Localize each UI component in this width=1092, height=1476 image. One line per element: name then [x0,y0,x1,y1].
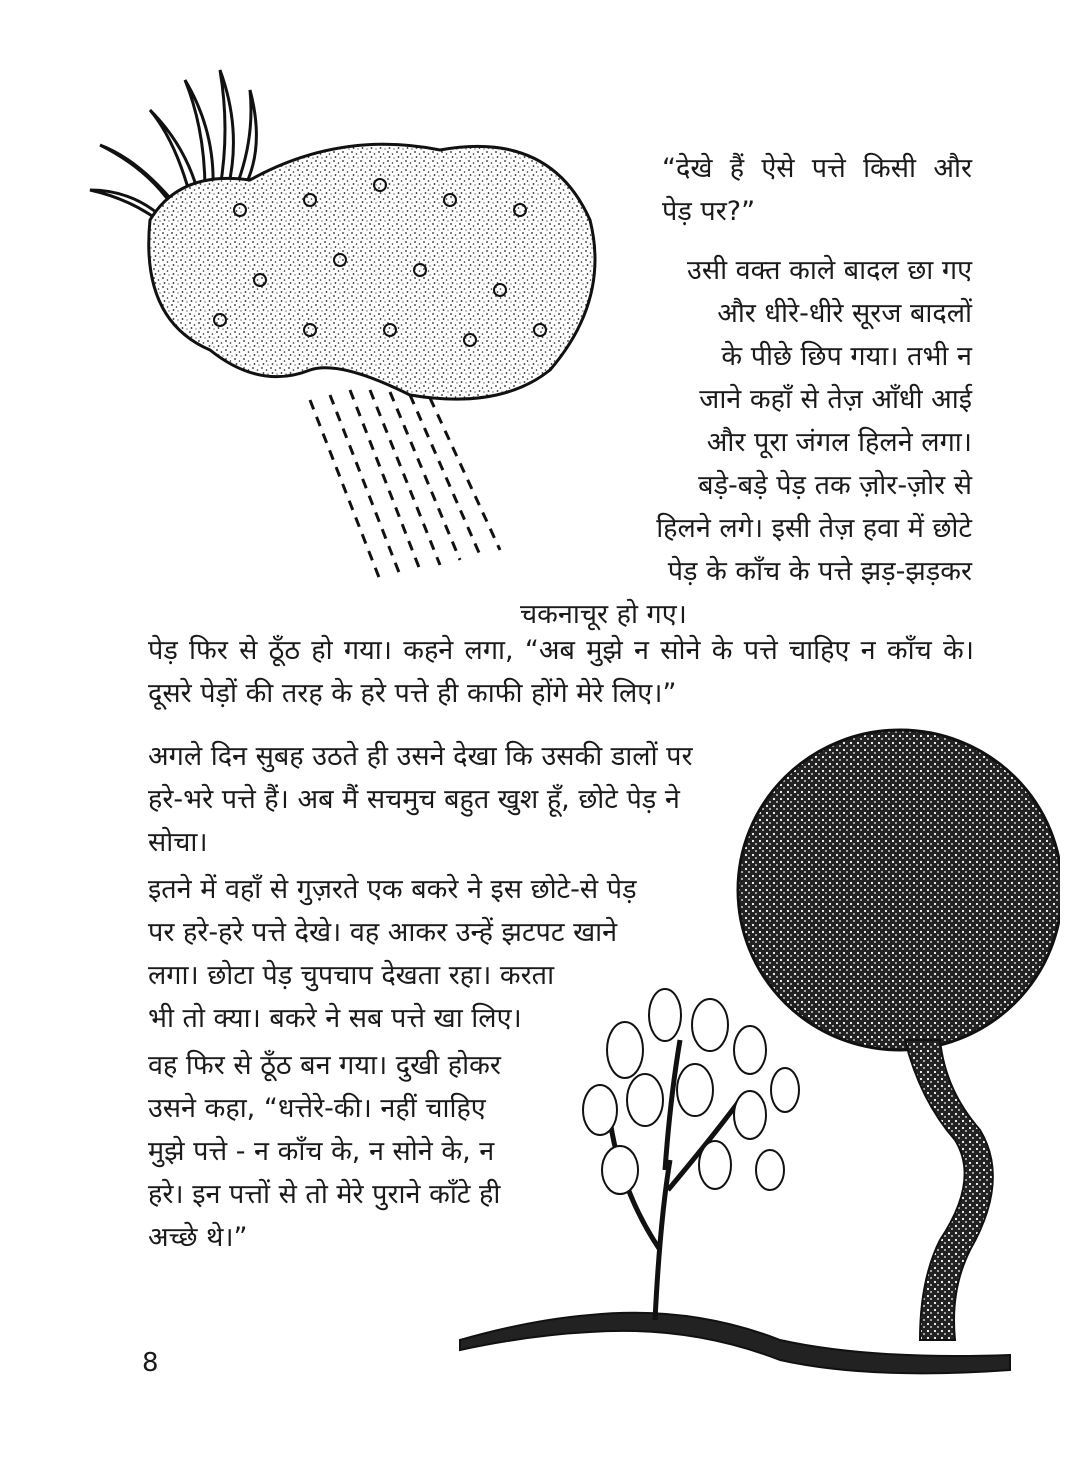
text-line: पेड़ फिर से ठूँठ हो गया। कहने लगा, “अब मुझे न सोने के पत्ते चाहिए न काँच के। [148,635,974,666]
paragraph-5 [148,868,708,1040]
text-line: हरे-भरे पत्ते हैं। अब मैं सचमुच बहुत खुश हूँ, छोटे पेड़ ने [148,784,680,815]
big-tree-trunk [905,1040,993,1340]
paragraph-3 [148,629,974,715]
text-line: सोचा। [148,827,208,858]
text-line: जाने कहाँ से तेज़ आँधी आई [699,384,972,415]
text-line: पर हरे-हरे पत्ते देखे। वह आकर उन्हें झटपट खाने [148,917,618,948]
text-line: दूसरे पेड़ों की तरह के हरे पत्ते ही काफी होंगे मेरे लिए।” [148,678,677,709]
paragraph-1 [662,147,972,233]
paragraph-6 [148,1044,548,1259]
text-line: लगा। छोटा पेड़ चुपचाप देखता रहा। करता [148,960,555,991]
text-line: हरे। इन पत्तों से तो मेरे पुराने काँटे ही [148,1179,501,1210]
text-line: उसी वक्त काले बादल छा गए [687,255,972,286]
page-number: 8 [142,1348,159,1378]
text-line: मुझे पत्ते - न काँच के, न सोने के, न [148,1136,495,1167]
text-line: वह फिर से ठूँठ बन गया। दुखी होकर [148,1050,501,1081]
text-line: पेड़ के काँच के पत्ते झड़-झड़कर [667,556,972,587]
text-line: और पूरा जंगल हिलने लगा। [706,427,972,458]
text-line: अगले दिन सुबह उठते ही उसने देखा कि उसकी डालों पर [148,741,693,772]
paragraph-4 [148,735,738,864]
text-line: उसने कहा, “धत्तेरे-की। नहीं चाहिए [148,1093,486,1124]
text-line: के पीछे छिप गया। तभी न [721,341,972,372]
paragraph-2 [520,249,972,636]
text-line: इतने में वहाँ से गुज़रते एक बकरे ने इस छोटे-से पेड़ [148,874,637,905]
text-line: पेड़ पर?” [662,196,756,227]
text-line: हिलने लगे। इसी तेज़ हवा में छोटे [656,513,972,544]
text-line: और धीरे-धीरे सूरज बादलों [717,298,972,329]
text-line: अच्छे थे।” [148,1222,248,1253]
text-line: “देखे हैं ऐसे पत्ते किसी और [662,153,972,184]
text-line: भी तो क्या। बकरे ने सब पत्ते खा लिए। [148,1003,522,1034]
text-line: चकनाचूर हो गए। [520,599,687,630]
text-line: बड़े-बड़े पेड़ तक ज़ोर-ज़ोर से [698,470,972,501]
big-tree-canopy [738,730,1060,1050]
